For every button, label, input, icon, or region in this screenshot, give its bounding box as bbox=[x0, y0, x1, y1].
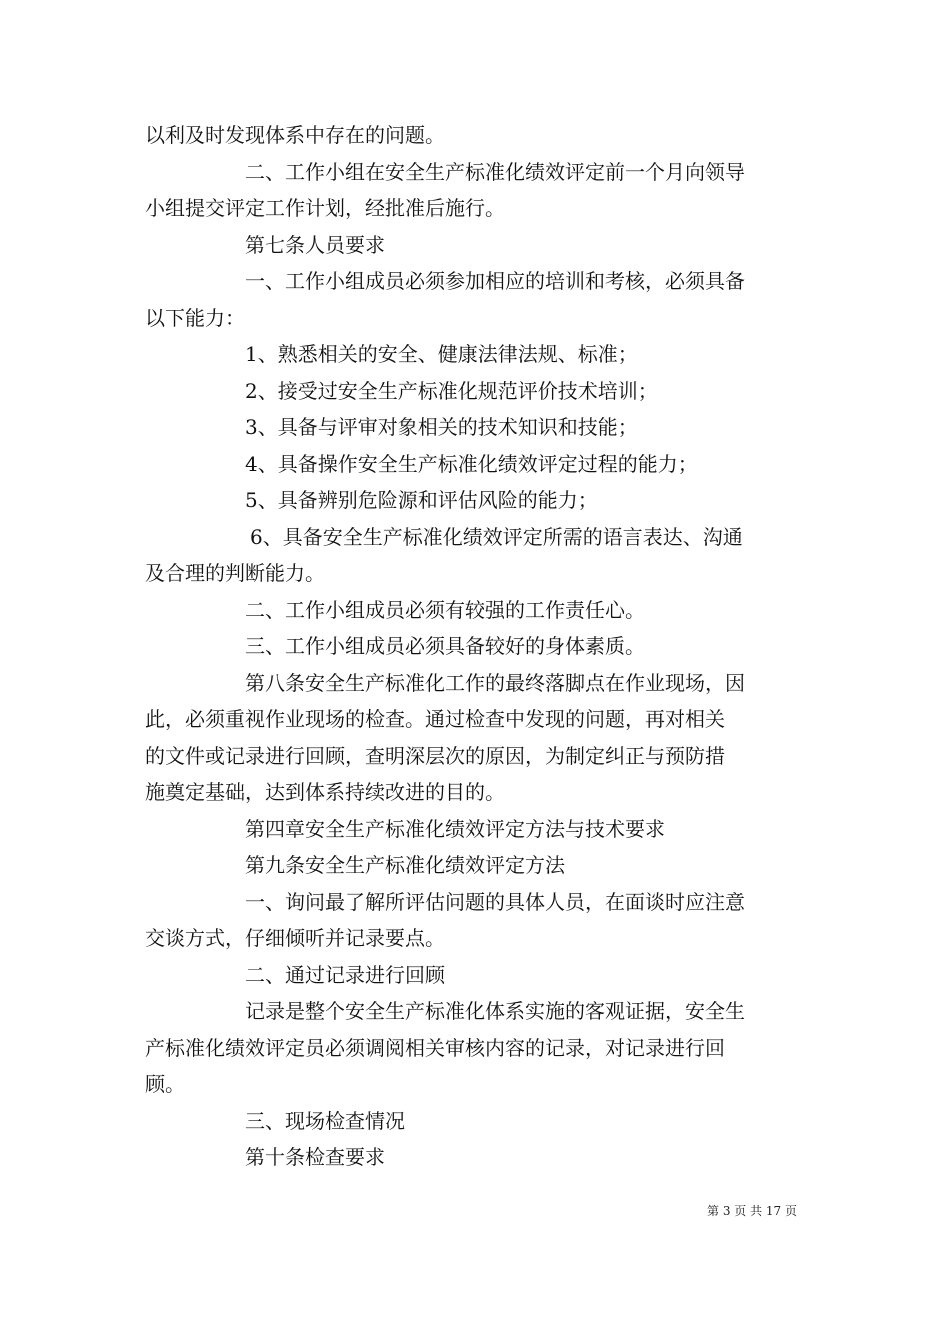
section-heading: 第八条安全生产标准化工作的最终落脚点在作业现场，因 bbox=[245, 670, 745, 695]
document-body bbox=[145, 117, 810, 1176]
chapter-heading: 第四章安全生产标准化绩效评定方法与技术要求 bbox=[245, 816, 665, 841]
text-line: 此，必须重视作业现场的检查。通过检查中发现的问题，再对相关 bbox=[145, 707, 725, 731]
text-line: 记录是整个安全生产标准化体系实施的客观证据，安全生 bbox=[245, 999, 745, 1023]
text-line: 的文件或记录进行回顾，查明深层次的原因，为制定纠正与预防措 bbox=[145, 743, 725, 768]
list-item: 3、具备与评审对象相关的技术知识和技能； bbox=[245, 415, 638, 439]
list-item: 4、具备操作安全生产标准化绩效评定过程的能力； bbox=[245, 451, 698, 476]
text-line: 以利及时发现体系中存在的问题。 bbox=[145, 123, 445, 147]
text-line: 一、询问最了解所评估问题的具体人员，在面谈时应注意 bbox=[245, 889, 745, 914]
text-line: 三、现场检查情况 bbox=[245, 1108, 405, 1133]
text-line: 施奠定基础，达到体系持续改进的目的。 bbox=[145, 780, 505, 804]
text-line: 顾。 bbox=[145, 1072, 185, 1096]
text-line: 交谈方式，仔细倾听并记录要点。 bbox=[145, 926, 445, 950]
list-item: 2、接受过安全生产标准化规范评价技术培训； bbox=[245, 378, 658, 403]
text-line: 产标准化绩效评定员必须调阅相关审核内容的记录，对记录进行回 bbox=[145, 1035, 725, 1060]
text-line: 小组提交评定工作计划，经批准后施行。 bbox=[145, 196, 505, 220]
page-number-footer: 第 3 页 共 17 页 bbox=[707, 1204, 797, 1218]
section-heading: 第十条检查要求 bbox=[245, 1145, 385, 1169]
list-item: 6、具备安全生产标准化绩效评定所需的语言表达、沟通 bbox=[250, 524, 743, 549]
section-heading: 第七条人员要求 bbox=[245, 232, 385, 257]
text-line: 二、工作小组成员必须有较强的工作责任心。 bbox=[245, 597, 645, 622]
text-line: 三、工作小组成员必须具备较好的身体素质。 bbox=[245, 634, 645, 658]
list-item: 1、熟悉相关的安全、健康法律法规、标准； bbox=[245, 342, 638, 366]
text-line: 二、通过记录进行回顾 bbox=[245, 962, 445, 987]
list-item: 5、具备辨别危险源和评估风险的能力； bbox=[245, 488, 598, 512]
section-heading: 第九条安全生产标准化绩效评定方法 bbox=[245, 853, 565, 877]
text-line: 以下能力： bbox=[145, 305, 245, 330]
text-line: 二、工作小组在安全生产标准化绩效评定前一个月向领导 bbox=[245, 159, 745, 184]
text-line: 及合理的判断能力。 bbox=[145, 561, 325, 585]
text-line: 一、工作小组成员必须参加相应的培训和考核，必须具备 bbox=[245, 269, 745, 293]
